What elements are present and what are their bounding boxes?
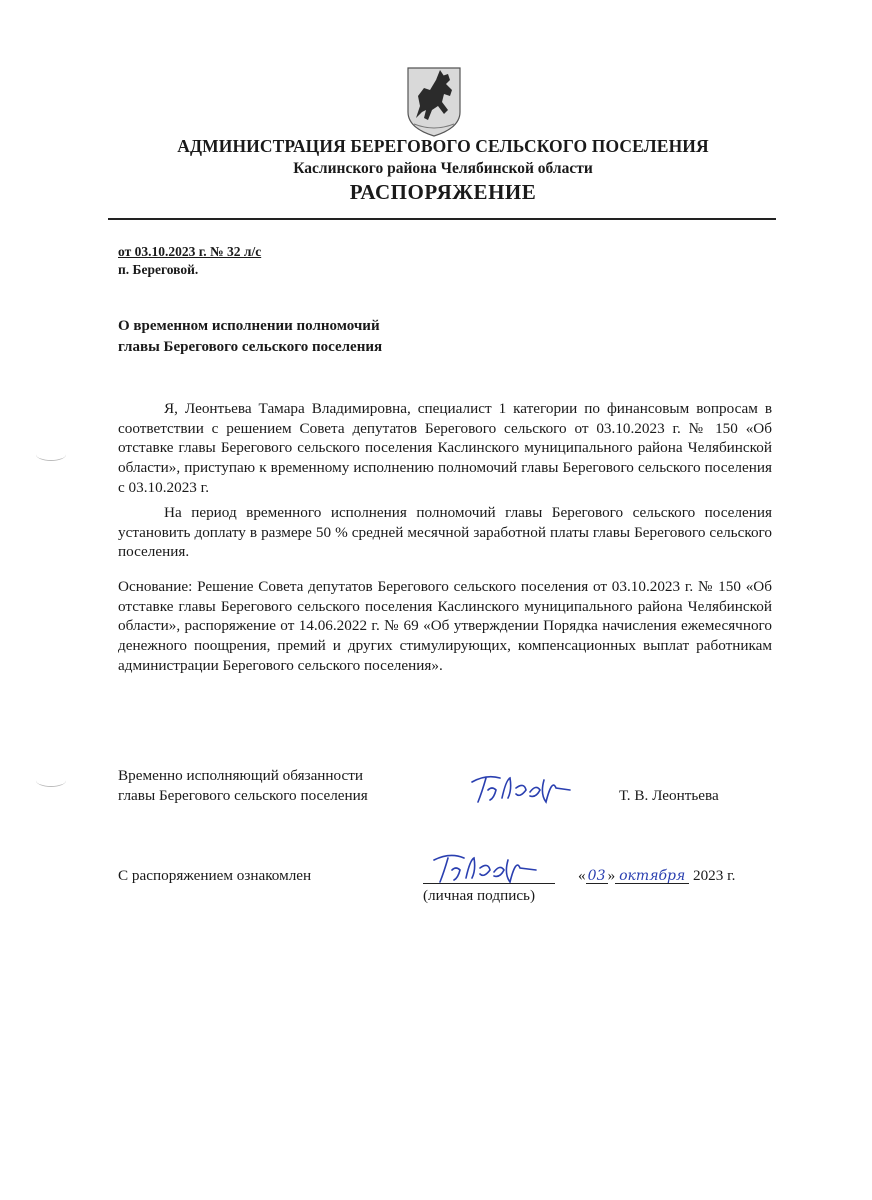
org-name-line2: Каслинского района Челябинской области	[293, 160, 593, 177]
quote-open: «	[578, 867, 586, 884]
signature-caption: (личная подпись)	[423, 887, 536, 904]
document-subject	[118, 316, 382, 358]
body-paragraph-1: Я, Леонтьева Тамара Владимировна, специалист 1 категории по финансовым вопросам в соответствии с решением Совета депутатов Берегового сельского от 03.10.2023 г. № 150 «Об отставке главы Берегового сельского поселения Каслинского муниципального района Челябинской области», приступаю к временному исполнению полномочий главы Берегового сельского поселения с 03.10.2023 г.	[118, 400, 772, 496]
year-suffix: 2023 г.	[692, 867, 736, 884]
body-paragraph-2: На период временного исполнения полномочий главы Берегового сельского поселения установить доплату в размере 50 % средней месячной заработной платы главы Берегового сельского поселения.	[118, 504, 772, 561]
coat-of-arms-icon	[406, 66, 462, 138]
handwritten-month: октября	[615, 869, 689, 884]
subject-line1: О временном исполнении полномочий	[118, 318, 380, 334]
handwritten-signature	[466, 768, 576, 808]
quote-close: »	[607, 867, 616, 884]
document-place: п. Береговой.	[118, 262, 199, 277]
signatory-name: Т. В. Леонтьева	[619, 787, 719, 804]
org-name-line1: АДМИНИСТРАЦИЯ БЕРЕГОВОГО СЕЛЬСКОГО ПОСЕЛЕНИЯ	[177, 136, 709, 156]
document-type: РАСПОРЯЖЕНИЕ	[349, 180, 537, 204]
signature-line	[423, 883, 555, 884]
signatory-role-line2: главы Берегового сельского поселения	[118, 787, 368, 804]
acknowledgement-text: С распоряжением ознакомлен	[118, 867, 312, 884]
subject-line2: главы Берегового сельского поселения	[118, 339, 383, 355]
acknowledgement-date	[578, 867, 735, 885]
punch-hole-mark	[36, 448, 66, 461]
header-divider	[108, 218, 776, 220]
signatory-role	[118, 766, 368, 806]
punch-hole-mark	[36, 774, 66, 787]
signatory-role-line1: Временно исполняющий обязанности	[118, 767, 364, 784]
document-date-number: от 03.10.2023 г. № 32 л/с	[118, 244, 262, 259]
handwritten-day: 03	[586, 869, 608, 884]
basis-paragraph: Основание: Решение Совета депутатов Берегового сельского поселения от 03.10.2023 г. № 150 «Об отставке главы Берегового сельского поселения Каслинского муниципального района Челябинской области», распоряжение от 14.06.2022 г. № 69 «Об утверждении Порядка начисления ежемесячного денежного поощрения, премий и других стимулирующих, компенсационных выплат работникам администрации Берегового сельского поселения».	[118, 578, 772, 674]
